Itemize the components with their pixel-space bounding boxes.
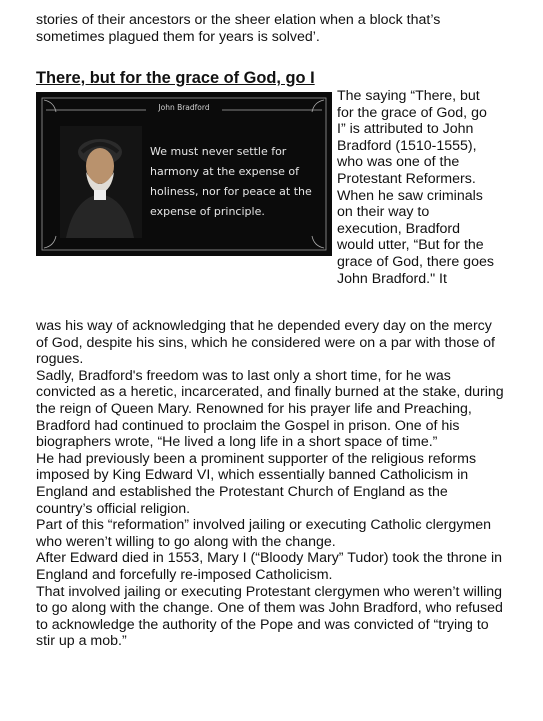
body-paragraph: After Edward died in 1553, Mary I (“Bloody Mary” Tudor) took the throne in England and forcefully re-imposed Catholicism. xyxy=(36,550,503,583)
body-paragraph: Sadly, Bradford's freedom was to last only a short time, for he was convicted as a heretic, incarcerated, and finally burned at the stake, during the reign of Queen Mary. Renowned for his prayer life and Preaching, Bradford had continued to proclaim the Gospel in prison. One of his biographers wrote, “He lived a long life in a short space of time.” xyxy=(36,367,504,451)
quote-caption: John Bradford xyxy=(158,103,210,112)
body-paragraph: He had previously been a prominent supporter of the religious reforms imposed by King Edward VI, which essentially banned Catholicism in England and established the Protestant Church of England as the country’s official religion. xyxy=(36,450,477,517)
body-paragraph: was his way of acknowledging that he depended every day on the mercy of God, despite his sins, which he considered were on a par with those of rogues. xyxy=(36,318,495,368)
body-text xyxy=(36,318,506,650)
side-column xyxy=(337,88,497,287)
quote-line: harmony at the expense of xyxy=(150,165,299,178)
quote-line: We must never settle for xyxy=(150,145,287,158)
quote-line: holiness, nor for peace at the xyxy=(150,185,312,198)
quote-text xyxy=(150,142,320,222)
quote-image xyxy=(36,92,332,256)
section-heading: There, but for the grace of God, go I xyxy=(36,69,315,87)
side-paragraph: When he saw criminals on their way to execution, Bradford would utter, “But for the grace of God, there goes John Bradford." It xyxy=(337,187,494,287)
portrait-illustration xyxy=(60,126,142,238)
quote-line: expense of principle. xyxy=(150,205,265,218)
body-paragraph: That involved jailing or executing Protestant clergymen who weren’t willing to go along with the change. One of them was John Bradford, who refused to acknowledge the authority of the Pope and was convicted of “trying to stir up a mob.” xyxy=(36,583,503,650)
intro-paragraph: stories of their ancestors or the sheer elation when a block that’s sometimes plagued them for years is solved’. xyxy=(36,12,441,45)
body-paragraph: Part of this “reformation” involved jailing or executing Catholic clergymen who weren’t willing to go along with the change. xyxy=(36,517,491,550)
side-paragraph: The saying “There, but for the grace of God, go I” is attributed to John Bradford (1510-1555), who was one of the Protestant Reformers. xyxy=(337,88,487,187)
